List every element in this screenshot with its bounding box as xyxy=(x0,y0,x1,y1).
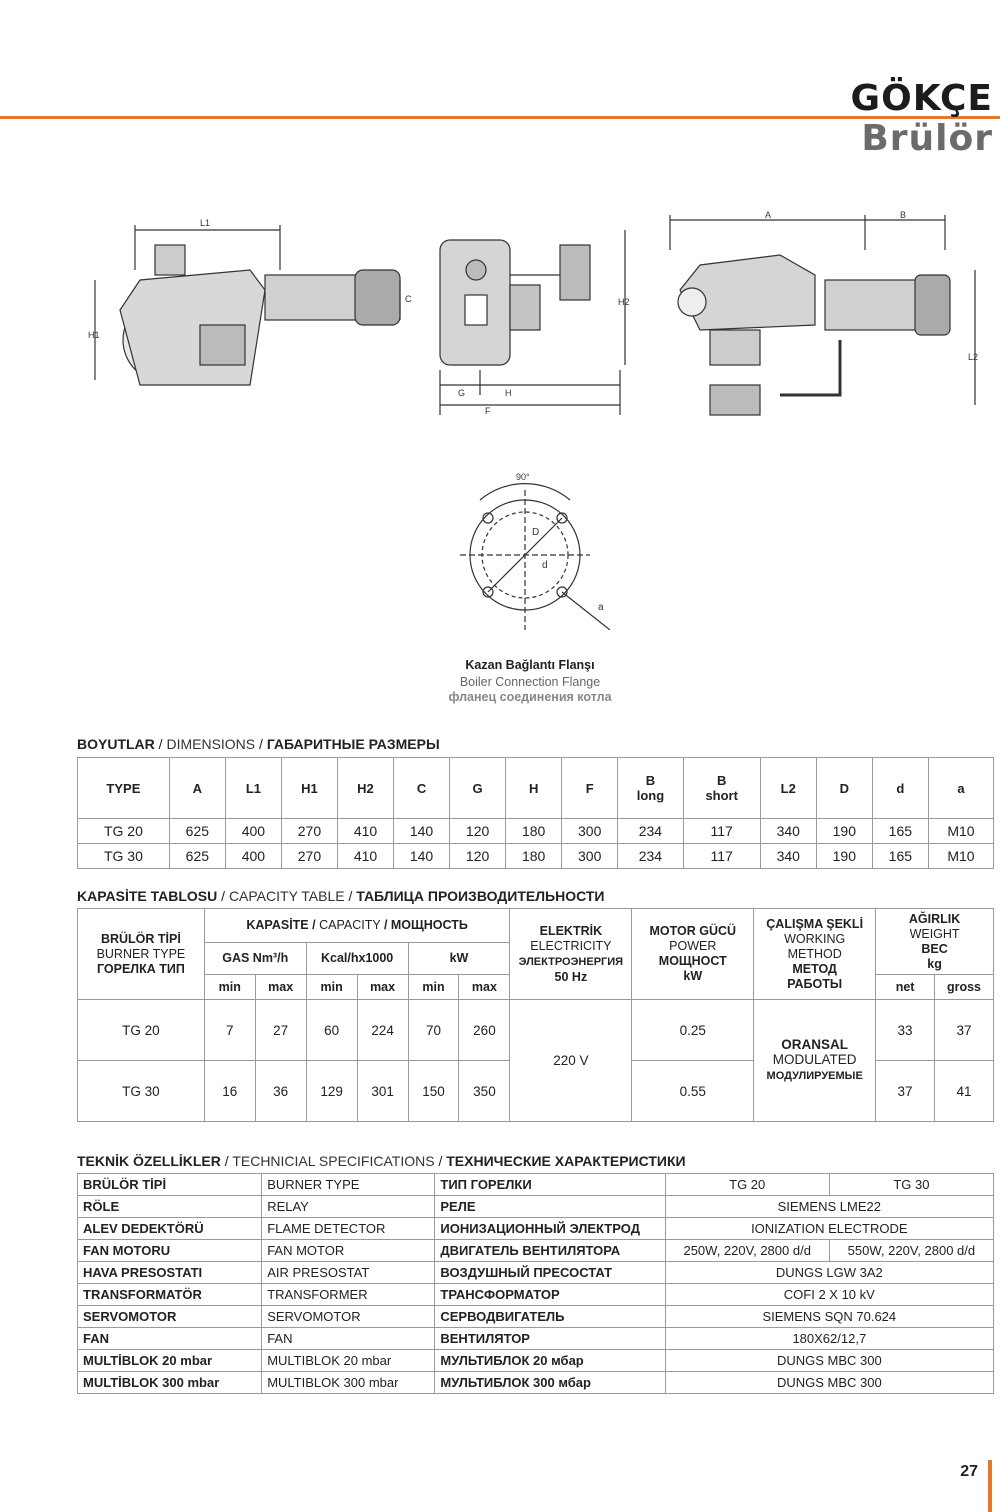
spec-label-en: FAN xyxy=(262,1328,435,1350)
label-angle: 90° xyxy=(516,472,530,482)
dim-cell: M10 xyxy=(928,844,993,869)
table-row xyxy=(78,844,994,869)
dim-cell: 410 xyxy=(337,844,393,869)
spec-value: DUNGS LGW 3A2 xyxy=(665,1262,993,1284)
top-view-drawing xyxy=(670,210,978,415)
dim-cell: 625 xyxy=(169,819,225,844)
dim-cell: 300 xyxy=(562,844,618,869)
spec-label-tr: RÖLE xyxy=(78,1196,262,1218)
table-row xyxy=(78,1218,994,1240)
spec-label-tr: FAN xyxy=(78,1328,262,1350)
page-number: 27 xyxy=(960,1463,978,1480)
unit-gas: GAS Nm³/h xyxy=(204,943,306,975)
spec-value: DUNGS MBC 300 xyxy=(665,1372,993,1394)
spec-label-en: SERVOMOTOR xyxy=(262,1306,435,1328)
spec-label-ru: ДВИГАТЕЛЬ ВЕНТИЛЯТОРА xyxy=(435,1240,665,1262)
dim-cell: 400 xyxy=(225,819,281,844)
table-row xyxy=(78,1262,994,1284)
label-d-small: d xyxy=(542,560,548,571)
spec-label-ru: ВОЗДУШНЫЙ ПРЕСОСТАТ xyxy=(435,1262,665,1284)
table-row xyxy=(78,1372,994,1394)
dim-cell: 340 xyxy=(760,844,816,869)
capacity-title: KAPASİTE TABLOSU / CAPACITY TABLE / ТАБЛИЦА ПРОИЗВОДИТЕЛЬНОСТИ xyxy=(77,888,605,904)
weight-gross: gross xyxy=(935,975,994,1000)
label-g: G xyxy=(458,388,466,398)
working-method-header: ÇALIŞMA ŞEKLİ WORKING METHOD МЕТОД РАБОТЫ xyxy=(754,909,876,1000)
dimensions-table xyxy=(77,757,994,869)
spec-label-en: AIR PRESOSTAT xyxy=(262,1262,435,1284)
dim-cell: 165 xyxy=(872,819,928,844)
dim-cell: 410 xyxy=(337,819,393,844)
capacity-header: KAPASİTE / CAPACITY / МОЩНОСТЬ xyxy=(204,909,510,943)
dim-cell: TG 30 xyxy=(78,844,170,869)
spec-label-tr: FAN MOTORU xyxy=(78,1240,262,1262)
spec-label-ru: СЕРВОДВИГАТЕЛЬ xyxy=(435,1306,665,1328)
dim-cell: 340 xyxy=(760,819,816,844)
spec-label-ru: ТИП ГОРЕЛКИ xyxy=(435,1174,665,1196)
label-c: C xyxy=(405,294,412,304)
dim-header-cell: TYPE xyxy=(78,758,170,819)
dim-header-cell: D xyxy=(816,758,872,819)
spec-value: COFI 2 X 10 kV xyxy=(665,1284,993,1306)
flange-caption-tr: Kazan Bağlantı Flanşı xyxy=(465,658,595,672)
spec-label-tr: ALEV DEDEKTÖRÜ xyxy=(78,1218,262,1240)
spec-value: TG 20 xyxy=(665,1174,829,1196)
label-h1: H1 xyxy=(88,330,100,340)
dimensions-title: BOYUTLAR / DIMENSIONS / ГАБАРИТНЫЕ РАЗМЕРЫ xyxy=(77,736,440,752)
motor-power-header: MOTOR GÜCÜ POWER МОЩНОСТ kW xyxy=(632,909,754,1000)
spec-value: 250W, 220V, 2800 d/d xyxy=(665,1240,829,1262)
dim-header-cell: H1 xyxy=(281,758,337,819)
dim-cell: 234 xyxy=(618,844,683,869)
side-view-drawing xyxy=(88,218,412,385)
spec-value: 550W, 220V, 2800 d/d xyxy=(829,1240,993,1262)
spec-label-tr: HAVA PRESOSTATI xyxy=(78,1262,262,1284)
unit-kw: kW xyxy=(408,943,510,975)
voltage-cell: 220 V xyxy=(510,1000,632,1122)
dim-cell: 270 xyxy=(281,819,337,844)
label-a-small: a xyxy=(598,602,604,613)
dim-cell: 190 xyxy=(816,844,872,869)
dim-cell: 180 xyxy=(506,819,562,844)
dim-cell: 165 xyxy=(872,844,928,869)
dim-cell: TG 20 xyxy=(78,819,170,844)
dim-header-cell: a xyxy=(928,758,993,819)
front-view-drawing xyxy=(440,230,630,416)
dim-cell: 140 xyxy=(394,844,450,869)
table-row: TG 30 16 36 129 301 150 350 0.55 37 41 xyxy=(78,1061,994,1122)
burner-technical-drawings xyxy=(80,210,1000,630)
dim-cell: 234 xyxy=(618,819,683,844)
label-h2: H2 xyxy=(618,297,630,307)
spec-label-en: FAN MOTOR xyxy=(262,1240,435,1262)
weight-net: net xyxy=(876,975,935,1000)
flange-caption-ru: фланец соединения котла xyxy=(448,690,612,704)
dim-cell: 625 xyxy=(169,844,225,869)
spec-value: TG 30 xyxy=(829,1174,993,1196)
spec-label-tr: TRANSFORMATÖR xyxy=(78,1284,262,1306)
dim-header-cell: d xyxy=(872,758,928,819)
dimensions-header-row xyxy=(78,758,994,819)
label-l2: L2 xyxy=(968,352,979,362)
dim-cell: 270 xyxy=(281,844,337,869)
specs-table xyxy=(77,1173,994,1394)
dim-cell: 117 xyxy=(683,844,760,869)
unit-kcal: Kcal/hx1000 xyxy=(306,943,408,975)
spec-label-en: MULTIBLOK 300 mbar xyxy=(262,1372,435,1394)
spec-label-tr: MULTİBLOK 20 mbar xyxy=(78,1350,262,1372)
dim-header-cell: F xyxy=(562,758,618,819)
spec-value: SIEMENS LME22 xyxy=(665,1196,993,1218)
dim-header-cell: A xyxy=(169,758,225,819)
spec-label-ru: МУЛЬТИБЛОК 300 мбар xyxy=(435,1372,665,1394)
label-a: A xyxy=(765,210,772,220)
dim-cell: 120 xyxy=(450,844,506,869)
spec-value: DUNGS MBC 300 xyxy=(665,1350,993,1372)
table-row xyxy=(78,1306,994,1328)
dim-header-cell: H xyxy=(506,758,562,819)
dim-header-cell: G xyxy=(450,758,506,819)
spec-label-ru: РЕЛЕ xyxy=(435,1196,665,1218)
spec-label-ru: ВЕНТИЛЯТОР xyxy=(435,1328,665,1350)
dim-header-cell: B short xyxy=(683,758,760,819)
label-f: F xyxy=(485,406,491,416)
spec-label-ru: ИОНИЗАЦИОННЫЙ ЭЛЕКТРОД xyxy=(435,1218,665,1240)
spec-label-ru: МУЛЬТИБЛОК 20 мбар xyxy=(435,1350,665,1372)
dim-cell: 400 xyxy=(225,844,281,869)
dim-cell: M10 xyxy=(928,819,993,844)
dim-cell: 300 xyxy=(562,819,618,844)
table-row xyxy=(78,1284,994,1306)
spec-label-en: RELAY xyxy=(262,1196,435,1218)
weight-header: AĞIRLIK WEIGHT ВЕС kg xyxy=(876,909,994,975)
spec-value: IONIZATION ELECTRODE xyxy=(665,1218,993,1240)
brand-logo-bottom: Brülör xyxy=(861,118,993,159)
dim-cell: 180 xyxy=(506,844,562,869)
electricity-header: ELEKTRİK ELECTRICITY ЭЛЕКТРОЭНЕРГИЯ 50 Hz xyxy=(510,909,632,1000)
dim-cell: 190 xyxy=(816,819,872,844)
brand-logo-top: GÖKÇE xyxy=(850,78,993,119)
flange-caption-en: Boiler Connection Flange xyxy=(459,675,601,689)
modulated-cell: ORANSAL MODULATED МОДУЛИРУЕМЫЕ xyxy=(754,1000,876,1122)
spec-label-tr: BRÜLÖR TİPİ xyxy=(78,1174,262,1196)
spec-value: 180X62/12,7 xyxy=(665,1328,993,1350)
dim-cell: 140 xyxy=(394,819,450,844)
page-number-accent xyxy=(988,1460,992,1512)
label-l1: L1 xyxy=(200,218,211,228)
dim-header-cell: H2 xyxy=(337,758,393,819)
spec-label-en: TRANSFORMER xyxy=(262,1284,435,1306)
table-row xyxy=(78,819,994,844)
dim-header-cell: C xyxy=(394,758,450,819)
dim-cell: 117 xyxy=(683,819,760,844)
capacity-table: BRÜLÖR TİPİ BURNER TYPE ГОРЕЛКА ТИП KAPASİTE / CAPACITY / МОЩНОСТЬ ELEKTRİK ELECTRICITY ЭЛЕКТРОЭНЕРГИЯ 50 Hz MOTOR GÜCÜ POWER МОЩНОСТ kW ÇALIŞMA ŞEKLİ WORKING METHOD МЕТОД РАБОТЫ AĞIRLIK WEIGHT ВЕС kg GAS Nm³/h Kcal/hx1000 kW min max min max min max net gross TG 20 7 27 60 224 70 260 220 V 0.25 ORANSAL MODULATED МОДУЛИРУЕМЫЕ 33 37 TG 30 16 36 129 301 150 350 0.55 37 41 xyxy=(77,908,994,1122)
flange-drawing xyxy=(460,472,610,630)
label-h: H xyxy=(505,388,512,398)
spec-value: SIEMENS SQN 70.624 xyxy=(665,1306,993,1328)
table-row xyxy=(78,1196,994,1218)
dim-header-cell: B long xyxy=(618,758,683,819)
table-row xyxy=(78,1240,994,1262)
table-row: TG 20 7 27 60 224 70 260 220 V 0.25 ORANSAL MODULATED МОДУЛИРУЕМЫЕ 33 37 xyxy=(78,1000,994,1061)
spec-label-ru: ТРАНСФОРМАТОР xyxy=(435,1284,665,1306)
dim-header-cell: L1 xyxy=(225,758,281,819)
table-row xyxy=(78,1328,994,1350)
table-row xyxy=(78,1174,994,1196)
specs-title: TEKNİK ÖZELLİKLER / TECHNICIAL SPECIFICATIONS / ТЕХНИЧЕСКИЕ ХАРАКТЕРИСТИКИ xyxy=(77,1153,686,1169)
spec-label-tr: SERVOMOTOR xyxy=(78,1306,262,1328)
label-d-big: D xyxy=(532,527,540,538)
burner-type-header: BRÜLÖR TİPİ BURNER TYPE ГОРЕЛКА ТИП xyxy=(78,909,205,1000)
spec-label-tr: MULTİBLOK 300 mbar xyxy=(78,1372,262,1394)
dim-header-cell: L2 xyxy=(760,758,816,819)
dim-cell: 120 xyxy=(450,819,506,844)
label-b: B xyxy=(900,210,907,220)
spec-label-en: BURNER TYPE xyxy=(262,1174,435,1196)
spec-label-en: MULTIBLOK 20 mbar xyxy=(262,1350,435,1372)
spec-label-en: FLAME DETECTOR xyxy=(262,1218,435,1240)
table-row xyxy=(78,1350,994,1372)
